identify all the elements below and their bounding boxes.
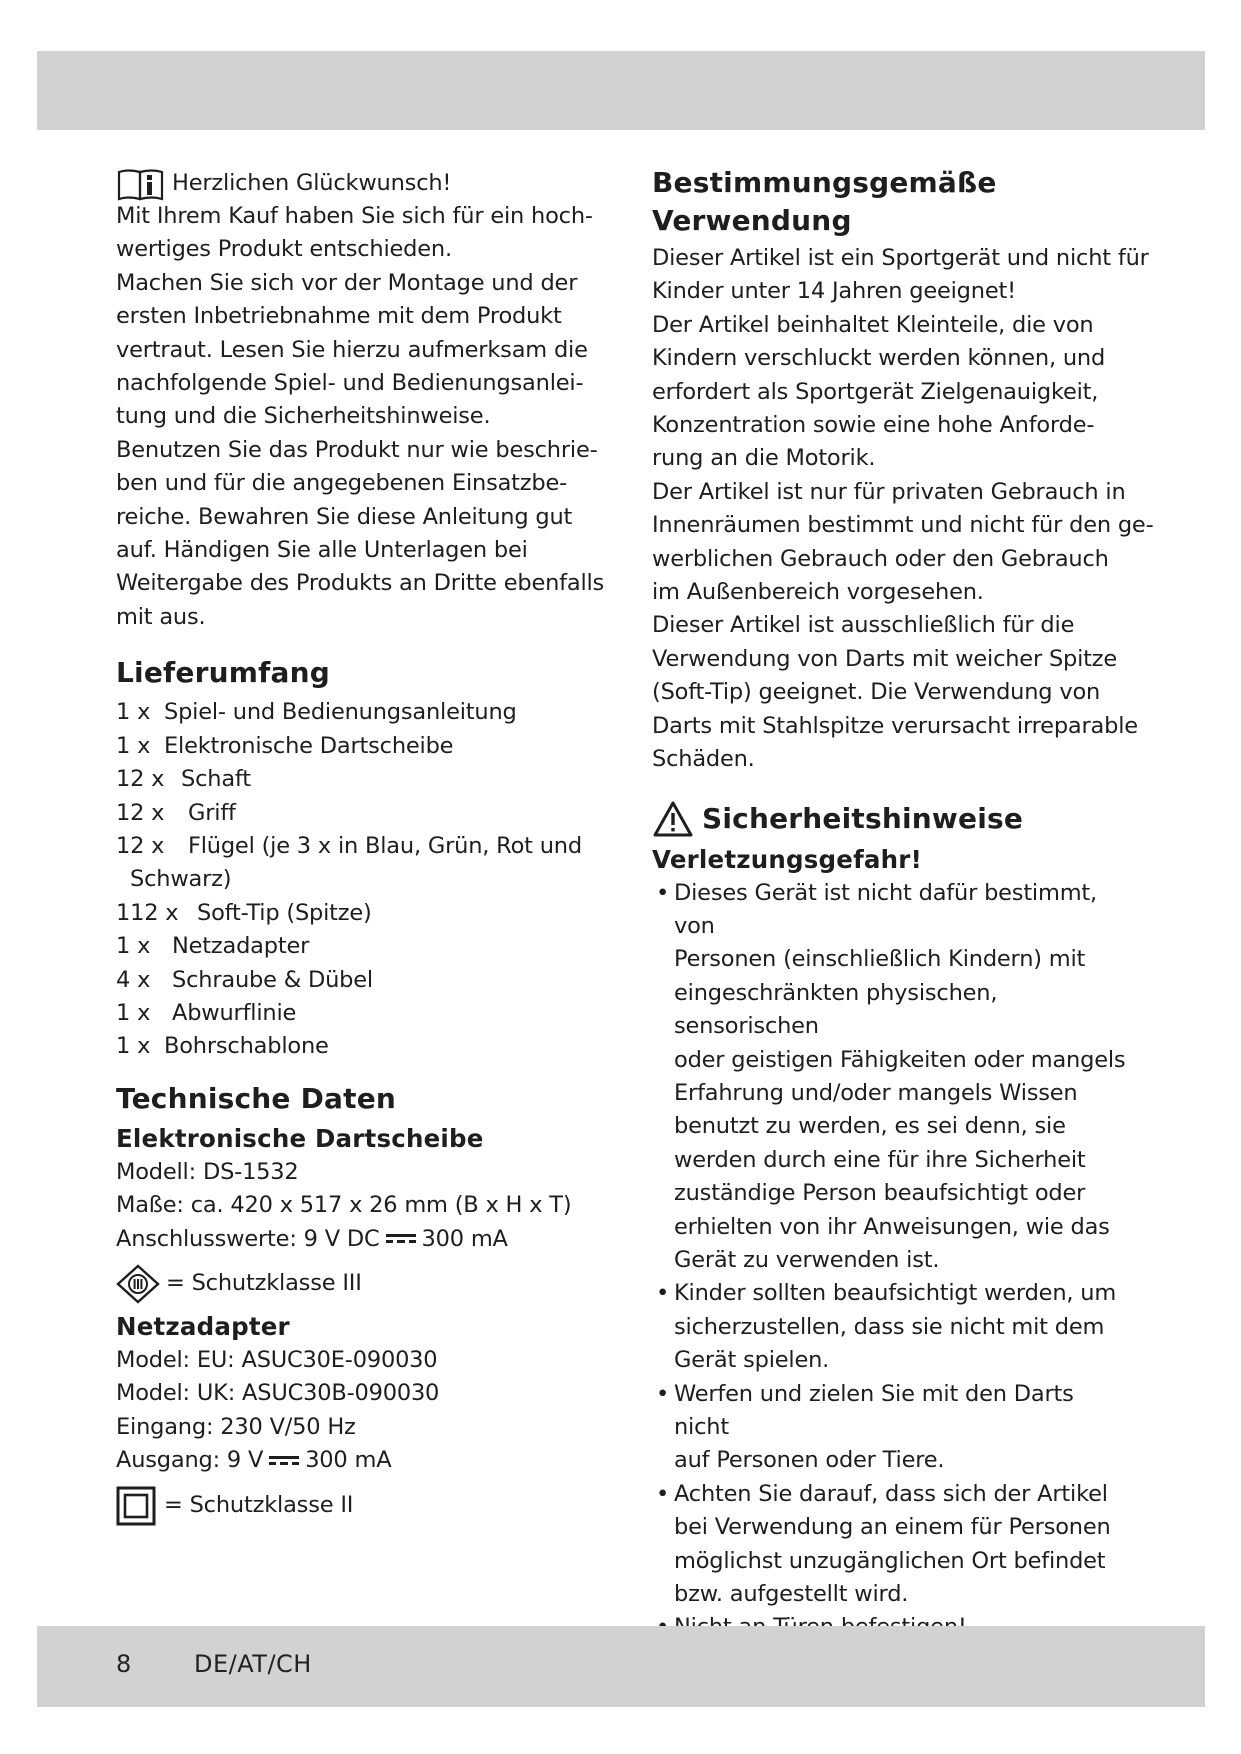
adapter-output: Ausgang: 9 V 300 mA <box>116 1447 392 1474</box>
intro-title-row <box>116 166 606 202</box>
intended-use-line: im Außenbereich vorgesehen. <box>652 579 984 606</box>
scope-heading: Lieferumfang <box>116 656 330 690</box>
direct-current-icon <box>385 1232 417 1246</box>
list-item: 1 x Elektronische Dartscheibe <box>116 732 454 759</box>
intended-use-line: Konzentration sowie eine hohe Anforde- <box>652 412 1095 439</box>
dartboard-model: Modell: DS-1532 <box>116 1158 299 1185</box>
adapter-protection: = Schutzklasse II <box>116 1486 606 1526</box>
intended-use-line: Kindern verschluckt werden können, und <box>652 345 1106 372</box>
list-item: 1 x Spiel- und Bedienungsanleitung <box>116 699 517 726</box>
intro-line: ben und für die angegebenen Einsatzbe- <box>116 470 568 497</box>
list-item: 1 x Bohrschablone <box>116 1033 329 1060</box>
list-item: 4 x Schraube & Dübel <box>116 966 373 993</box>
page-number: 8 <box>116 1650 132 1678</box>
intro-line: Benutzen Sie das Produkt nur wie beschrie- <box>116 436 598 463</box>
dartboard-connection: Anschlusswerte: 9 V DC 300 mA <box>116 1225 508 1252</box>
left-column <box>116 166 606 1526</box>
intro-line: Weitergabe des Produkts an Dritte ebenfalls <box>116 570 605 597</box>
country-codes: DE/AT/CH <box>194 1650 312 1678</box>
intro-title: Herzlichen Glückwunsch! <box>172 170 452 197</box>
intro-line: wertiges Produkt entschieden. <box>116 236 452 263</box>
injury-risk-subheading: Verletzungsgefahr! <box>652 844 922 874</box>
list-item: 1 x Netzadapter <box>116 933 310 960</box>
intro-text <box>116 200 606 634</box>
safety-bullets <box>652 877 1132 1712</box>
list-item: Schwarz) <box>130 866 232 893</box>
list-item: • Achten Sie darauf, dass sich der Artikel bei Verwendung an einem für Personen möglichst unzugänglichen Ort befindet bzw. aufgestellt wird. <box>656 1480 1111 1608</box>
list-item: 1 x Abwurflinie <box>116 999 297 1026</box>
intro-line: vertraut. Lesen Sie hierzu aufmerksam die <box>116 336 588 363</box>
protection-class-iii-icon <box>116 1264 160 1304</box>
intended-use-line: erfordert als Sportgerät Zielgenauigkeit, <box>652 378 1099 405</box>
intended-use-line: (Soft-Tip) geeignet. Die Verwendung von <box>652 679 1101 706</box>
intended-use-line: Schäden. <box>652 746 755 773</box>
intended-use-line: Der Artikel beinhaltet Kleinteile, die von <box>652 311 1094 338</box>
list-item: • Kinder sollten beaufsichtigt werden, um sicherzustellen, dass sie nicht mit dem Gerät spielen. <box>656 1280 1117 1374</box>
footer-band <box>37 1626 1205 1707</box>
intended-use-line: Innenräumen bestimmt und nicht für den ge- <box>652 512 1154 539</box>
adapter-model-eu: Model: EU: ASUC30E-090030 <box>116 1346 438 1373</box>
dartboard-dimensions: Maße: ca. 420 x 517 x 26 mm (B x H x T) <box>116 1192 572 1219</box>
intended-use-text <box>652 242 1154 777</box>
list-item: 12 x Griff <box>116 799 236 826</box>
manual-info-icon <box>116 166 166 202</box>
intro-line: nachfolgende Spiel- und Bedienungsanlei- <box>116 370 584 397</box>
warning-triangle-icon <box>652 800 694 838</box>
list-item: 112 x Soft-Tip (Spitze) <box>116 899 372 926</box>
dartboard-protection: = Schutzklasse III <box>116 1264 606 1304</box>
intended-use-line: rung an die Motorik. <box>652 445 876 472</box>
intro-line: Mit Ihrem Kauf haben Sie sich für ein hoch- <box>116 203 593 229</box>
intended-use-heading: Bestimmungsgemäße Verwendung <box>652 166 997 237</box>
protection-class-ii-icon <box>116 1486 156 1526</box>
tech-heading: Technische Daten <box>116 1081 397 1115</box>
adapter-model-uk: Model: UK: ASUC30B-090030 <box>116 1380 440 1407</box>
intended-use-line: werblichen Gebrauch oder den Gebrauch <box>652 545 1109 572</box>
intended-use-line: Dieser Artikel ist ausschließlich für die <box>652 612 1075 639</box>
intro-line: tung und die Sicherheitshinweise. <box>116 403 491 430</box>
intro-line: Machen Sie sich vor der Montage und der <box>116 269 578 296</box>
intro-line: ersten Inbetriebnahme mit dem Produkt <box>116 303 562 330</box>
adapter-input: Eingang: 230 V/50 Hz <box>116 1413 356 1440</box>
intended-use-line: Der Artikel ist nur für privaten Gebrauch in <box>652 478 1126 505</box>
intro-line: reiche. Bewahren Sie diese Anleitung gut <box>116 503 573 530</box>
list-item: • Dieses Gerät ist nicht dafür bestimmt, von Personen (einschließlich Kindern) mit eingeschränkten physischen, sensorischen oder geistigen Fähigkeiten oder mangels Erfahrung und/oder mangels Wissen benutzt zu werden, es sei denn, sie werden durch eine für ihre Sicherheit zuständige Person beaufsichtigt oder erhielten von ihr Anweisungen, wie das Gerät zu verwenden ist. <box>656 879 1126 1273</box>
right-column <box>652 164 1154 1712</box>
safety-heading: Sicherheitshinweise <box>702 801 1024 835</box>
intended-use-line: Darts mit Stahlspitze verursacht irreparable <box>652 712 1138 739</box>
intended-use-line: Dieser Artikel ist ein Sportgerät und nicht für <box>652 245 1149 271</box>
list-item: 12 x Schaft <box>116 766 251 793</box>
intended-use-line: Verwendung von Darts mit weicher Spitze <box>652 645 1118 672</box>
list-item: 12 x Flügel (je 3 x in Blau, Grün, Rot und <box>116 832 582 859</box>
adapter-heading: Netzadapter <box>116 1311 290 1341</box>
direct-current-icon <box>268 1454 300 1468</box>
safety-heading-row <box>652 799 1132 839</box>
scope-list <box>116 696 606 1063</box>
intro-line: auf. Händigen Sie alle Unterlagen bei <box>116 537 528 564</box>
intro-line: mit aus. <box>116 603 206 630</box>
header-band <box>37 51 1205 130</box>
list-item: • Werfen und zielen Sie mit den Darts nicht auf Personen oder Tiere. <box>656 1380 1074 1474</box>
intended-use-line: Kinder unter 14 Jahren geeignet! <box>652 278 1016 305</box>
dartboard-heading: Elektronische Dartscheibe <box>116 1123 484 1153</box>
